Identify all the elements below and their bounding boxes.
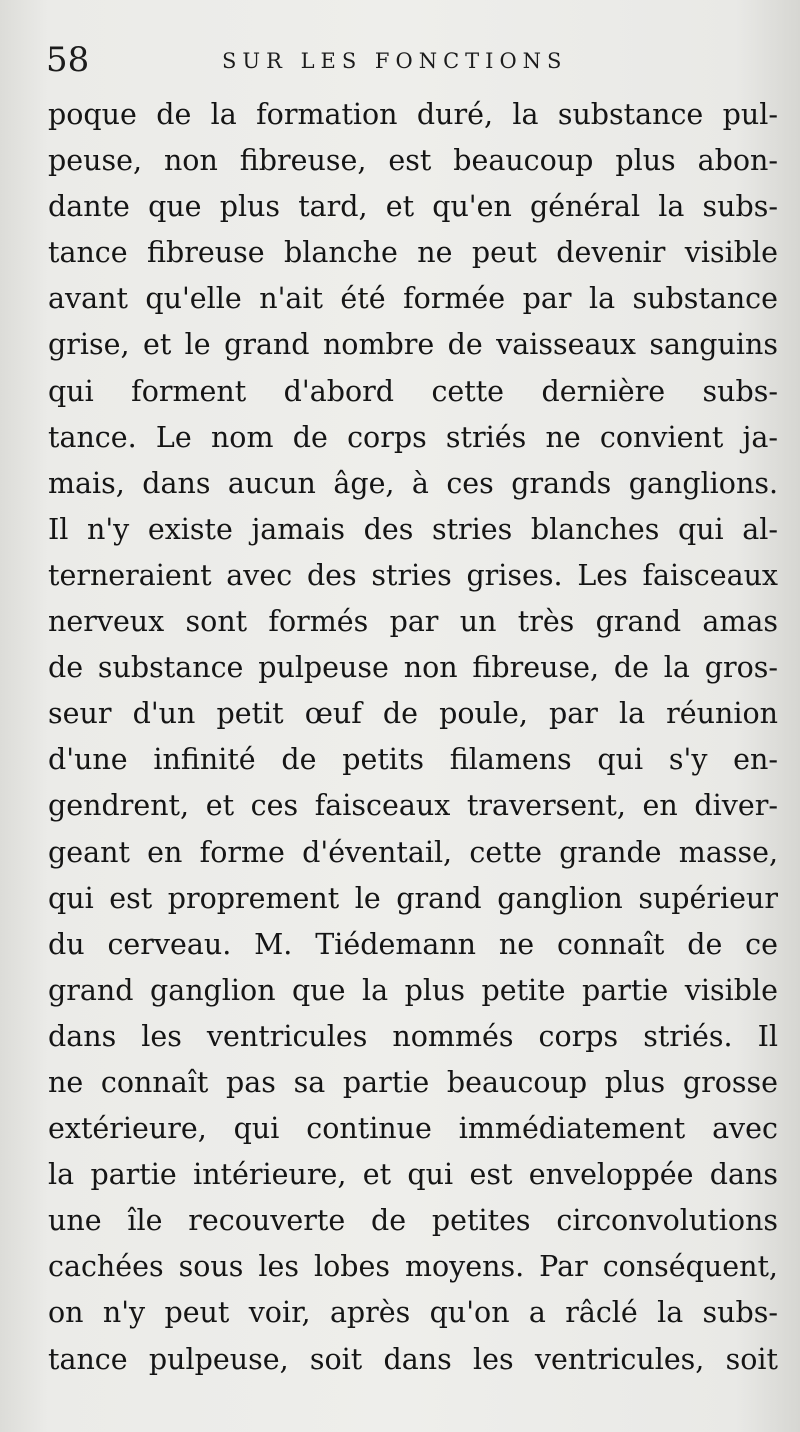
text-line: qui forment d'abord cette dernière subs- (48, 374, 778, 408)
text-line: cachées sous les lobes moyens. Par conséquent, (48, 1250, 778, 1284)
text-line: extérieure, qui continue immédiatement avec (48, 1112, 778, 1146)
text-line: avant qu'elle n'ait été formée par la substance (48, 282, 778, 316)
text-line: une île recouverte de petites circonvolutions (48, 1204, 778, 1238)
text-line: tance. Le nom de corps striés ne convient ja- (48, 420, 778, 454)
text-line: peuse, non fibreuse, est beaucoup plus abon- (48, 144, 778, 178)
text-line: dans les ventricules nommés corps striés. Il (48, 1019, 778, 1053)
text-line: d'une infinité de petits filamens qui s'y en- (48, 743, 778, 777)
text-line: geant en forme d'éventail, cette grande masse, (48, 835, 778, 869)
text-line: de substance pulpeuse non fibreuse, de la gros- (48, 651, 778, 685)
page-header (46, 40, 786, 80)
text-line: terneraient avec des stries grises. Les faisceaux (48, 558, 778, 592)
text-line: poque de la formation duré, la substance pul- (48, 98, 778, 131)
text-line: seur d'un petit œuf de poule, par la réunion (48, 697, 778, 731)
text-line: grand ganglion que la plus petite partie visible (48, 973, 778, 1007)
text-line: on n'y peut voir, après qu'on a râclé la subs- (48, 1296, 778, 1330)
text-line: tance fibreuse blanche ne peut devenir visible (48, 236, 778, 270)
text-line: la partie intérieure, et qui est enveloppée dans (48, 1158, 778, 1192)
text-line: grise, et le grand nombre de vaisseaux sanguins (48, 328, 778, 362)
text-line: mais, dans aucun âge, à ces grands ganglions. (48, 466, 778, 500)
text-line: ne connaît pas sa partie beaucoup plus grosse (48, 1065, 778, 1099)
text-line: dante que plus tard, et qu'en général la subs- (48, 190, 778, 224)
text-line: Il n'y existe jamais des stries blanches qui al- (48, 512, 778, 546)
text-line: gendrent, et ces faisceaux traversent, en diver- (48, 789, 778, 823)
running-head: SUR LES FONCTIONS (222, 49, 568, 73)
text-line: qui est proprement le grand ganglion supérieur (48, 881, 778, 915)
body-text (48, 92, 778, 1383)
text-line: nerveux sont formés par un très grand amas (48, 605, 778, 639)
text-line: tance pulpeuse, soit dans les ventricules, soit (48, 1342, 778, 1376)
text-line: du cerveau. M. Tiédemann ne connaît de ce (48, 927, 778, 961)
page-number: 58 (46, 40, 90, 80)
